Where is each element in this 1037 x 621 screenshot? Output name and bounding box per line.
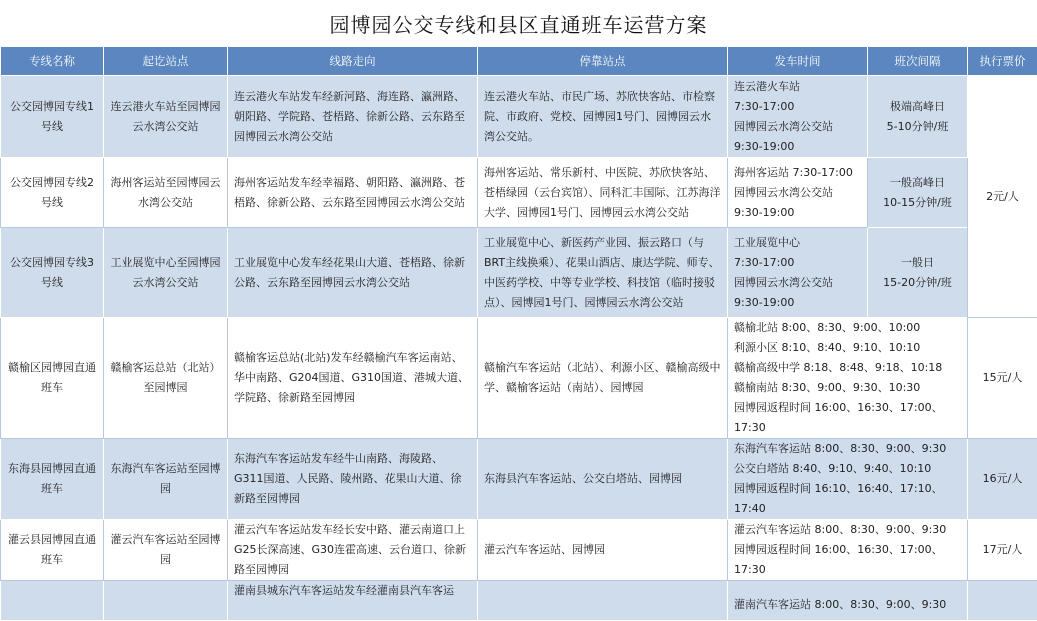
interval-normal: 一般日 15-20分钟/班 — [868, 228, 968, 318]
stop-list: 东海县汽车客运站、公交白塔站、园博园 — [478, 439, 728, 520]
terminal-stations — [104, 581, 228, 621]
header-cell: 执行票价 — [968, 47, 1037, 76]
header-cell: 线路走向 — [228, 47, 478, 76]
table-row — [1, 76, 1037, 158]
line-name: 赣榆区园博园直通班车 — [1, 318, 104, 439]
terminal-stations: 东海汽车客运站至园博园 — [104, 439, 228, 520]
table-row — [1, 228, 1037, 318]
stop-list: 赣榆汽车客运站（北站）、利源小区、赣榆高级中学、赣榆客运站（南站）、园博园 — [478, 318, 728, 439]
terminal-stations: 连云港火车站至园博园云水湾公交站 — [104, 76, 228, 158]
interval-general-peak: 一般高峰日 10-15分钟/班 — [868, 158, 968, 228]
table-row — [1, 439, 1037, 520]
table-row — [1, 520, 1037, 581]
route-description: 连云港火车站发车经新河路、海连路、瀛洲路、朝阳路、学院路、苍梧路、徐新公路、云东路至园博园云水湾公交站 — [228, 76, 478, 158]
departure-times: 海州客运站 7:30-17:00 园博园云水湾公交站 9:30-19:00 — [728, 158, 868, 228]
header-cell: 专线名称 — [1, 47, 104, 76]
route-description: 海州客运站发车经幸福路、朝阳路、瀛洲路、苍梧路、徐新公路、云东路至园博园云水湾公交站 — [228, 158, 478, 228]
departure-times: 灌南汽车客运站 8:00、8:30、9:00、9:30 — [728, 581, 968, 621]
stop-list: 灌云汽车客运站、园博园 — [478, 520, 728, 581]
line-name: 公交园博园专线2号线 — [1, 158, 104, 228]
line-name: 灌云县园博园直通班车 — [1, 520, 104, 581]
departure-times: 赣榆北站 8:00、8:30、9:00、10:00 利源小区 8:10、8:40、9:10、10:10 赣榆高级中学 8:18、8:48、9:18、10:18 赣榆南站 8:30、9:00、9:30、10:30 园博园返程时间 16:00、16:30、17:00、17:30 — [728, 318, 968, 439]
departure-times: 连云港火车站 7:30-17:00 园博园云水湾公交站 9:30-19:00 — [728, 76, 868, 158]
header-cell: 班次间隔 — [868, 47, 968, 76]
table-row — [1, 318, 1037, 439]
line-name: 公交园博园专线3号线 — [1, 228, 104, 318]
interval-peak: 极端高峰日 5-10分钟/班 — [868, 76, 968, 158]
stop-list: 海州客运站、常乐新村、中医院、苏欣快客站、苍梧绿园（云台宾馆）、同科汇丰国际、江苏海洋大学、园博园1号门、园博园云水湾公交站 — [478, 158, 728, 228]
route-description: 工业展览中心发车经花果山大道、苍梧路、徐新公路、云东路至园博园云水湾公交站 — [228, 228, 478, 318]
terminal-stations: 赣榆客运总站（北站）至园博园 — [104, 318, 228, 439]
document-title: 园博园公交专线和县区直通班车运营方案 — [0, 0, 1037, 46]
departure-times: 灌云汽车客运站 8:00、8:30、9:00、9:30 园博园返程时间 16:00、16:30、17:00、17:30 — [728, 520, 968, 581]
stop-list — [478, 581, 728, 621]
line-name — [1, 581, 104, 621]
stop-list: 连云港火车站、市民广场、苏欣快客站、市检察院、市政府、党校、园博园1号门、园博园云水湾公交站。 — [478, 76, 728, 158]
departure-times: 东海汽车客运站 8:00、8:30、9:00、9:30 公交白塔站 8:40、9:10、9:40、10:10 园博园返程时间 16:10、16:40、17:10、17:40 — [728, 439, 968, 520]
fare — [968, 581, 1037, 621]
route-description: 赣榆客运总站(北站)发车经赣榆汽车客运南站、华中南路、G204国道、G310国道、港城大道、学院路、徐新路至园博园 — [228, 318, 478, 439]
terminal-stations: 海州客运站至园博园云水湾公交站 — [104, 158, 228, 228]
fare: 15元/人 — [968, 318, 1037, 439]
table-row — [1, 158, 1037, 228]
header-cell: 起讫站点 — [104, 47, 228, 76]
bus-fare: 2元/人 — [968, 76, 1037, 318]
route-description: 东海汽车客运站发车经牛山南路、海陵路、G311国道、人民路、陵州路、花果山大道、徐新路至园博园 — [228, 439, 478, 520]
fare: 16元/人 — [968, 439, 1037, 520]
header-cell: 停靠站点 — [478, 47, 728, 76]
route-description: 灌云汽车客运站发车经长安中路、灌云南道口上G25长深高速、G30连霍高速、云台道口、徐新路至园博园 — [228, 520, 478, 581]
header-cell: 发车时间 — [728, 47, 868, 76]
schedule-table — [0, 46, 1037, 621]
stop-list: 工业展览中心、新医药产业园、振云路口（与BRT主线换乘）、花果山酒店、康达学院、师专、中医药学校、中等专业学校、科技馆（临时接驳点）、园博园1号门、园博园云水湾公交站 — [478, 228, 728, 318]
terminal-stations: 灌云汽车客运站至园博园 — [104, 520, 228, 581]
table-header-row — [1, 47, 1037, 76]
line-name: 公交园博园专线1号线 — [1, 76, 104, 158]
fare: 17元/人 — [968, 520, 1037, 581]
line-name: 东海县园博园直通班车 — [1, 439, 104, 520]
departure-times: 工业展览中心 7:30-17:00 园博园云水湾公交站 9:30-19:00 — [728, 228, 868, 318]
route-description: 灌南县城东汽车客运站发车经灌南县汽车客运 — [228, 581, 478, 621]
terminal-stations: 工业展览中心至园博园云水湾公交站 — [104, 228, 228, 318]
table-row — [1, 581, 1037, 621]
